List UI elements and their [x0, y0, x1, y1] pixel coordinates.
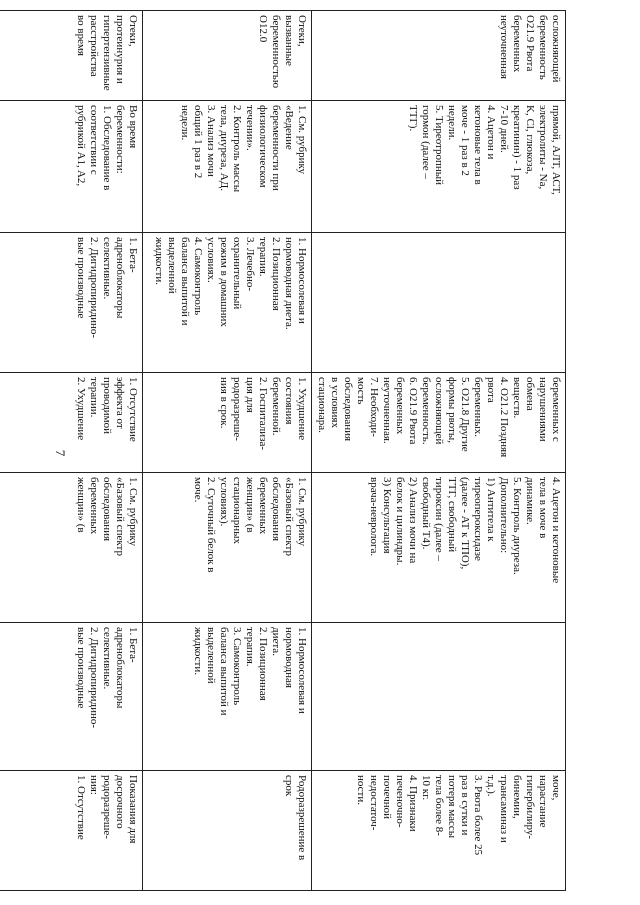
cell-line: обследования [270, 477, 282, 542]
cell-line: вызванные [283, 15, 295, 66]
cell-line: нормоводная [283, 627, 295, 688]
cell-line: тела более 8- [433, 775, 445, 836]
cell-line: охранительный [231, 237, 243, 310]
cell-line: общий 1 раз в 2 [192, 105, 204, 179]
cell-line: беременных [88, 477, 100, 535]
cell-line: досрочного [114, 775, 126, 829]
cell-line: протеинурия и [114, 15, 126, 84]
cell-line: нормоводная диета. [283, 237, 295, 330]
cell-line: вые производные [75, 627, 87, 709]
cell-line: динамике. [524, 477, 536, 525]
cell-line: ния: [88, 775, 100, 795]
cell-line: 10 кг. [420, 775, 432, 801]
cell-line: O21.9 Рвота [524, 15, 536, 72]
cell-line: режим в домашних [218, 237, 230, 327]
cell-inpatient-treatment [312, 623, 566, 771]
cell-line: выделенной [205, 627, 217, 684]
cell-line: ТТГ, свободный [446, 477, 458, 553]
cell-line: тироксин (далее – [433, 477, 445, 561]
cell-line: раз в сутки и [459, 775, 471, 836]
cell-line: моче. [192, 477, 204, 503]
cell-line: 2. Позиционная [257, 627, 269, 701]
cell-line: вые производные [75, 237, 87, 319]
rotated-page [75, 10, 566, 890]
cell-line: неуточненная [498, 15, 510, 79]
cell-line: беременности при [270, 105, 282, 191]
cell-line: 4. Ацетон и [485, 105, 497, 160]
cell-line: баланса выпитой и [218, 627, 230, 716]
cell-line: обследования [101, 477, 113, 542]
cell-line: беременных. [472, 377, 484, 437]
cell-line: осложняющей [433, 377, 445, 445]
cell-line: стационара. [316, 377, 328, 433]
cell-line: адреноблокаторы [114, 237, 126, 319]
cell-line: 2. Контроль массы [231, 105, 243, 193]
cell-line: 6. O21.9 Рвота [407, 377, 419, 445]
cell-line: 5. Контроль диуреза. [511, 477, 523, 575]
cell-line: кетоновые тела в [472, 105, 484, 185]
cell-line: электролиты - Na, [537, 105, 549, 190]
cell-line: во время [75, 15, 87, 56]
cell-hospitalization-indications [0, 373, 143, 473]
cell-line: жидкости. [153, 237, 165, 285]
cell-line: 2) Анализ мочи на [407, 477, 419, 564]
cell-line: 1. См. рубрику [296, 477, 308, 547]
cell-outpatient-exam [143, 101, 312, 233]
cell-line: «Базовый спектр [283, 477, 295, 556]
cell-outpatient-exam [0, 101, 143, 233]
cell-line: адреноблокаторы [114, 627, 126, 709]
cell-line: в условиях [329, 377, 341, 428]
cell-line: недели. [446, 105, 458, 141]
cell-line: 1. Нормосолевая и [296, 237, 308, 324]
cell-line: состояния [283, 377, 295, 425]
cell-line: беременность. [420, 377, 432, 445]
cell-line: неуточненная. [381, 377, 393, 444]
cell-line: физиологическом [257, 105, 269, 188]
cell-outpatient-treatment [312, 233, 566, 373]
cell-line: формы рвоты, [446, 377, 458, 443]
cell-line: 3. Рвота более 25 [472, 775, 484, 856]
cell-line: K, Cl, глюкоза, [524, 105, 536, 175]
cell-outcome [0, 771, 143, 891]
clinical-protocol-table [0, 10, 566, 891]
cell-line: ция для [244, 377, 256, 413]
cell-line: беременности: [114, 105, 126, 174]
cell-line: жидкости. [192, 627, 204, 675]
cell-line: срок [283, 775, 295, 797]
cell-line: врача-невролога. [368, 477, 380, 557]
cell-inpatient-exam [143, 473, 312, 623]
cell-line: Дополнительно: [498, 477, 510, 554]
cell-line: гормон (далее – [420, 105, 432, 179]
table-body [0, 11, 566, 891]
table-row [312, 11, 566, 891]
cell-line: ности. [355, 775, 367, 805]
cell-inpatient-treatment [0, 623, 143, 771]
cell-line: 1. Бета- [127, 627, 139, 663]
cell-line: терапии. [88, 377, 100, 418]
cell-outcome [312, 771, 566, 891]
cell-line: недели. [179, 105, 191, 141]
cell-line: 1. См. рубрику [296, 105, 308, 175]
cell-line: 2. Суточный белок в [205, 477, 217, 573]
cell-line: гипербилиру- [524, 775, 536, 840]
cell-line: беременных [394, 377, 406, 435]
cell-line: нарастание [537, 775, 549, 828]
cell-line: 3. Анализ мочи [205, 105, 217, 177]
cell-outpatient-treatment [143, 233, 312, 373]
cell-line: 7-10 дней. [498, 105, 510, 153]
cell-line: т.д.). [485, 775, 497, 797]
cell-line: баланса выпитой и [179, 237, 191, 326]
cell-line: осложняющей [550, 15, 562, 83]
cell-line: 1. Бета- [127, 237, 139, 273]
cell-line: условиях). [218, 477, 230, 527]
cell-line: беременных с [550, 377, 562, 442]
cell-line: родоразреше- [101, 775, 113, 839]
cell-inpatient-exam [0, 473, 143, 623]
cell-line: соответствии с [88, 105, 100, 175]
cell-line: 1) Антитела к [485, 477, 497, 542]
cell-line: Родоразрешение в [296, 775, 308, 861]
cell-line: прямой, АЛТ, АСТ, [550, 105, 562, 195]
cell-line: бинемии, [511, 775, 523, 819]
cell-line: (далее - АТ к ТПО), [459, 477, 471, 570]
cell-line: беременностью [270, 15, 282, 89]
cell-line: расстройства [88, 15, 100, 77]
cell-line: 1. Отсутствие [75, 775, 87, 840]
cell-line: 4. Признаки [407, 775, 419, 832]
cell-line: селективные. [101, 627, 113, 690]
cell-line: течении». [244, 105, 256, 151]
cell-diagnosis [0, 11, 143, 101]
cell-line: беременной. [270, 377, 282, 436]
cell-line: почечной [381, 775, 393, 820]
cell-line: трансаминаз и [498, 775, 510, 843]
cell-line: «Ведение [283, 105, 295, 150]
cell-line: нарушениями [537, 377, 549, 442]
cell-inpatient-treatment [143, 623, 312, 771]
cell-line: беременность [537, 15, 549, 80]
cell-outpatient-exam [312, 101, 566, 233]
cell-line: диета. [270, 627, 282, 656]
cell-line: моче, [550, 775, 562, 801]
cell-line: беременных [257, 477, 269, 535]
cell-line: Показания для [127, 775, 139, 844]
cell-line: Отеки, [296, 15, 308, 47]
cell-line: 2. Дигидропиридино- [88, 237, 100, 339]
cell-line: Отеки, [127, 15, 139, 47]
page-number: 7 [53, 449, 68, 457]
cell-line: O12.0 [257, 15, 269, 43]
cell-line: 1. См. рубрику [127, 477, 139, 547]
cell-inpatient-exam [312, 473, 566, 623]
cell-line: терапия. [244, 627, 256, 667]
cell-line: мость [355, 377, 367, 405]
cell-hospitalization-indications [143, 373, 312, 473]
cell-line: креатинин) - 1 раз [511, 105, 523, 190]
cell-line: ТТГ). [407, 105, 419, 132]
cell-line: 5. O21.8 Другие [459, 377, 471, 452]
cell-line: свободный Т4). [420, 477, 432, 550]
cell-line: эффекта от [114, 377, 126, 429]
cell-line: условиях. [205, 237, 217, 283]
cell-line: 5. Тиреотропный [433, 105, 445, 186]
cell-line: беременных [511, 15, 523, 73]
cell-outcome [143, 771, 312, 891]
cell-line: 2. Дигидропиридино- [88, 627, 100, 729]
cell-line: 1. Нормосолевая и [296, 627, 308, 714]
cell-line: тела, диуреза, АД. [218, 105, 230, 191]
cell-line: обследования [342, 377, 354, 442]
cell-line: 2. Позиционная [270, 237, 282, 311]
cell-line: женщин» (в [244, 477, 256, 533]
cell-line: селективные. [101, 237, 113, 300]
cell-line: Во время [127, 105, 139, 149]
cell-line: 3) Консультация [381, 477, 393, 554]
table-row [0, 11, 143, 891]
cell-line: 2. Госпитализа- [257, 377, 269, 451]
cell-diagnosis [312, 11, 566, 101]
cell-line: родоразреше- [231, 377, 243, 441]
cell-line: обмена [524, 377, 536, 411]
cell-line: потеря массы [446, 775, 458, 839]
cell-hospitalization-indications [312, 373, 566, 473]
cell-line: 1. Обследование в [101, 105, 113, 191]
cell-line: 2. Ухудшение [75, 377, 87, 441]
cell-line: 4. Ацетон и кетоновые [550, 477, 562, 584]
cell-line: гипертензивные [101, 15, 113, 91]
cell-line: 3. Самоконтроль [231, 627, 243, 706]
cell-line: «Базовый спектр [114, 477, 126, 556]
cell-line: выделенной [166, 237, 178, 294]
cell-line: тела в моче в [537, 477, 549, 539]
cell-line: веществ. [511, 377, 523, 419]
cell-line: терапия. [257, 237, 269, 277]
cell-line: 3. Лечебно- [244, 237, 256, 292]
cell-line: ния в срок. [218, 377, 230, 429]
cell-line: 1. Отсутствие [127, 377, 139, 442]
cell-line: 7. Необходи- [368, 377, 380, 437]
cell-line: моче - 1 раз в 2 [459, 105, 471, 176]
cell-outpatient-treatment [0, 233, 143, 373]
cell-line: 4. O21.2 Поздняя [498, 377, 510, 458]
cell-line: недостаточ- [368, 775, 380, 831]
cell-line: печеночно- [394, 775, 406, 828]
cell-line: женщин» (в [75, 477, 87, 533]
cell-line: проводимой [101, 377, 113, 435]
cell-line: 1. Ухудшение [296, 377, 308, 441]
cell-line: белок и цилиндры. [394, 477, 406, 566]
cell-line: стационарных [231, 477, 243, 545]
cell-line: тиреопероксидазе [472, 477, 484, 561]
cell-line: рубрикой A1, A2, [75, 105, 87, 187]
table-row [143, 11, 312, 891]
cell-diagnosis [143, 11, 312, 101]
cell-line: 4. Самоконтроль [192, 237, 204, 316]
cell-line: рвота [485, 377, 497, 403]
